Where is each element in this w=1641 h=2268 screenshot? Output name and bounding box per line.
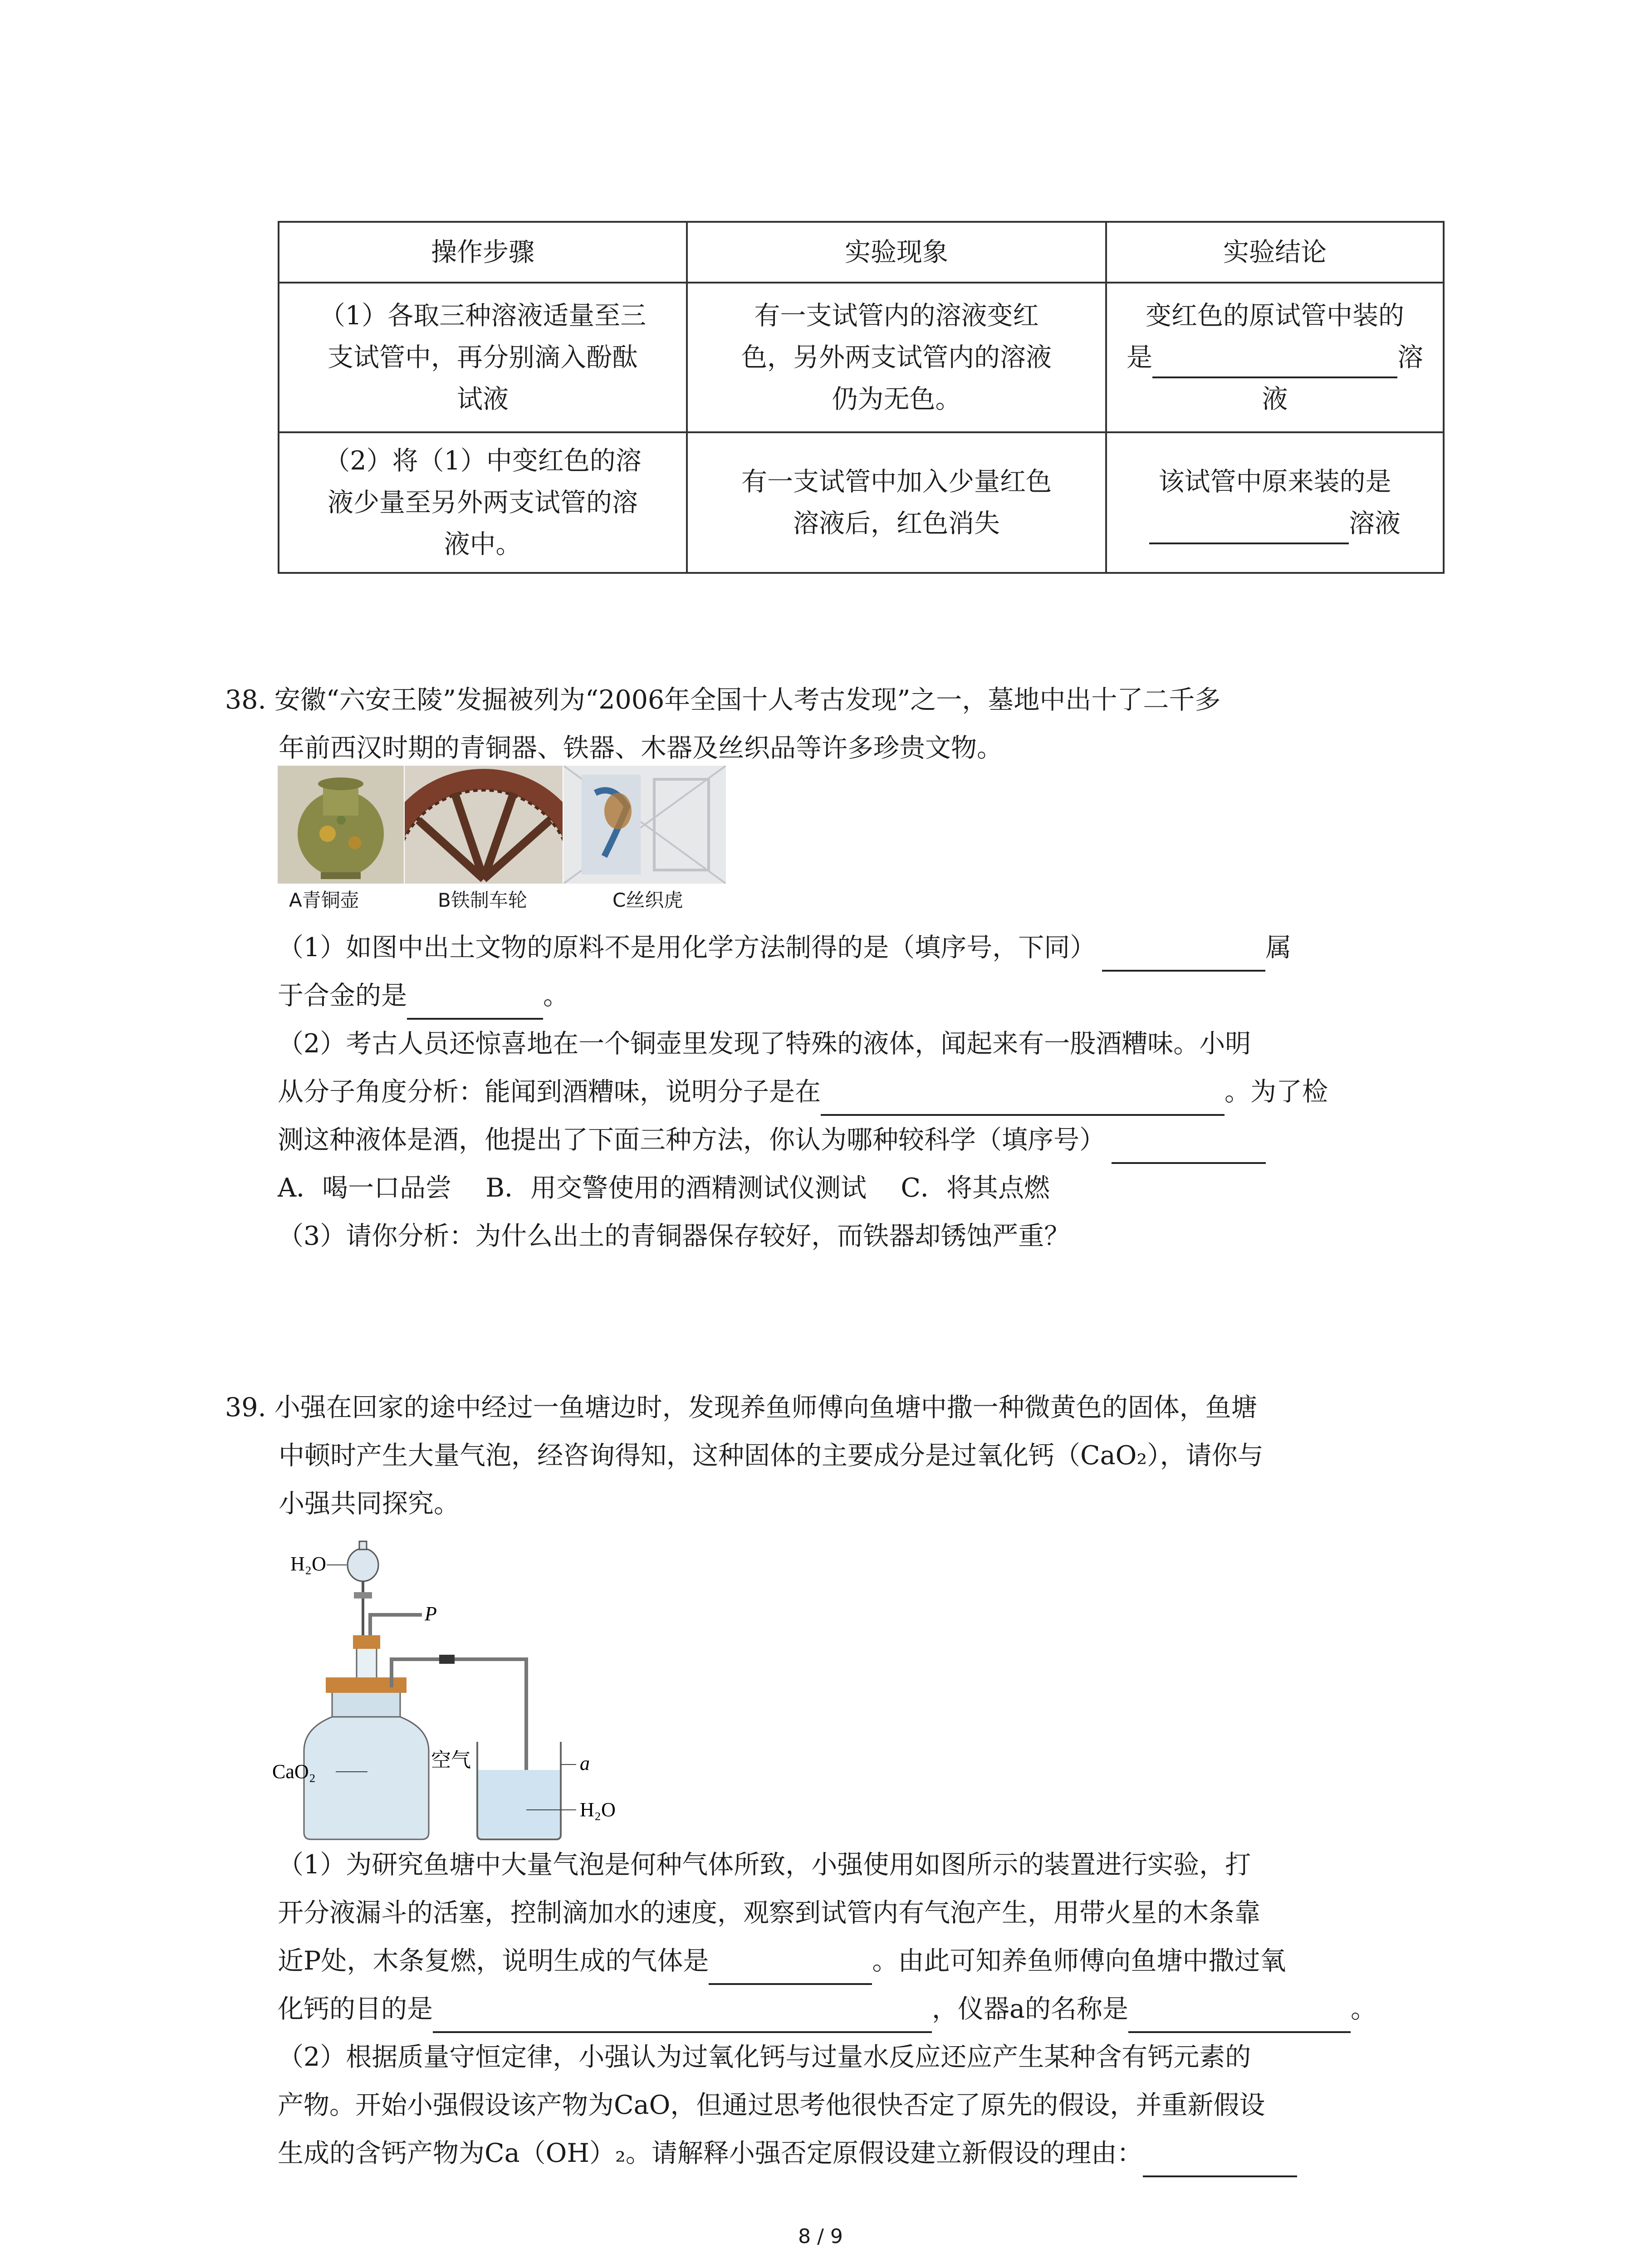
answer-blank[interactable] (433, 2004, 932, 2033)
row1-conclusion: 变红色的原试管中装的 是 溶 液 (1106, 283, 1444, 432)
row2-step: （2）将（1）中变红色的溶 液少量至另外两支试管的溶 液中。 (279, 432, 687, 573)
answer-blank[interactable] (821, 1087, 1225, 1116)
q38-intro: 38. 安徽“六安王陵”发掘被列为“2006年全国十人考古发现”之一，墓地中出十了二千多 年前西汉时期的青铜器、铁器、木器及丝织品等许多珍贵文物。 (225, 685, 1221, 763)
q39-part2: （2）根据质量守恒定律，小强认为过氧化钙与过量水反应还应产生某种含有钙元素的 (278, 2042, 1251, 2072)
table-row (279, 432, 1444, 573)
separatory-funnel (348, 1541, 378, 1647)
q38-part1: （1）如图中出土文物的原料不是用化学方法制得的是（填序号，下同） 属 (278, 924, 1448, 972)
answer-blank[interactable] (1152, 349, 1397, 378)
label-air: 空气 (431, 1749, 471, 1772)
header-conclusion: 实验结论 (1106, 222, 1444, 283)
label-cao2: CaO₂ (272, 1760, 316, 1783)
page-number: 8 / 9 (798, 2225, 843, 2248)
answer-blank[interactable] (1149, 515, 1349, 544)
experiment-table (278, 221, 1445, 574)
header-phenomenon: 实验现象 (687, 222, 1106, 283)
table-row (279, 283, 1444, 432)
row2-phenomenon: 有一支试管中加入少量红色 溶液后，红色消失 (687, 432, 1106, 573)
caption-c: C丝织虎 (612, 889, 683, 911)
answer-blank[interactable] (1112, 1135, 1266, 1164)
bronze-pot-photo (278, 766, 404, 884)
label-p: P (425, 1603, 437, 1625)
row1-step: （1）各取三种溶液适量至三 支试管中，再分别滴入酚酞 试液 (279, 283, 687, 432)
p-outlet-tube (370, 1615, 422, 1635)
row1-phenomenon: 有一支试管内的溶液变红 色，另外两支试管内的溶液 仍为无色。 (687, 283, 1106, 432)
label-a: a (580, 1752, 590, 1774)
apparatus-diagram (272, 1538, 617, 1846)
caption-a: A青铜壶 (289, 889, 359, 911)
iron-wheel-photo (405, 766, 563, 884)
q39-body: （1）为研究鱼塘中大量气泡是何种气体所致，小强使用如图所示的装置进行实验，打 开分液漏斗的活塞，控制滴加水的速度，观察到试管内有气泡产生，用带火星的木条靠 近P处，木条复燃，说明生成的气体是 。由此可知养鱼师傅向鱼塘中撒过氧 化钙的目的是 ，仪器a的名称是 。 （2）根据质量守恒定律，小强认为过氧化钙与过量水反应还应产生某种含有钙元素的 产物。开始小强假设该产物为CaO，但通过思考他很快否定了原先的假设，并重新假设 生成的含钙产物为Ca（OH）₂。请解释小强否定原假设建立新假设的理由： (278, 1841, 1448, 2177)
q39-number: 39. (225, 1393, 266, 1422)
q38-options: A．喝一口品尝 B．用交警使用的酒精测试仪测试 C．将其点燃 (278, 1173, 1050, 1203)
q39-intro: 39. 小强在回家的途中经过一鱼塘边时，发现养鱼师傅向鱼塘中撒一种微黄色的固体，鱼塘 中顿时产生大量气泡，经咨询得知，这种固体的主要成分是过氧化钙（CaO₂），请你与 小强共同探究。 (225, 1393, 1264, 1519)
label-h2o-bottom: H₂O (580, 1799, 616, 1821)
beaker (477, 1742, 561, 1839)
label-h2o-top: H₂O (290, 1553, 326, 1575)
wide-mouth-bottle (304, 1677, 429, 1839)
silk-tiger-photo (563, 766, 726, 884)
q38-part3: （3）请你分析：为什么出土的青铜器保存较好，而铁器却锈蚀严重？ (278, 1221, 1070, 1251)
header-step: 操作步骤 (279, 222, 687, 283)
caption-b: B铁制车轮 (438, 889, 527, 911)
q38-number: 38. (225, 685, 266, 715)
q38-part2: （2）考古人员还惊喜地在一个铜壶里发现了特殊的液体，闻起来有一股酒糟味。小明 (278, 1029, 1251, 1059)
answer-blank[interactable] (709, 1956, 872, 1985)
answer-blank[interactable] (1102, 943, 1265, 972)
q38-body: （1）如图中出土文物的原料不是用化学方法制得的是（填序号，下同） 属 于合金的是 。 （2）考古人员还惊喜地在一个铜壶里发现了特殊的液体，闻起来有一股酒糟味。小明 从分子角度分析：能闻到酒糟味，说明分子是在 。为了检 测这种液体是酒，他提出了下面三种方法，你认为哪种较科学（填序号） A．喝一口品尝 B．用交警使用的酒精测试仪测试 C．将其点燃 （3）请你分析：为什么出土的青铜器保存较好，而铁器却锈蚀严重？ (278, 924, 1448, 1260)
answer-blank[interactable] (1128, 2004, 1351, 2033)
q39-part1: （1）为研究鱼塘中大量气泡是何种气体所致，小强使用如图所示的装置进行实验，打 (278, 1850, 1251, 1880)
row2-conclusion: 该试管中原来装的是 溶液 (1106, 432, 1444, 573)
answer-blank[interactable] (407, 991, 543, 1020)
table-header-row (279, 222, 1444, 283)
answer-blank[interactable] (1143, 2148, 1297, 2177)
